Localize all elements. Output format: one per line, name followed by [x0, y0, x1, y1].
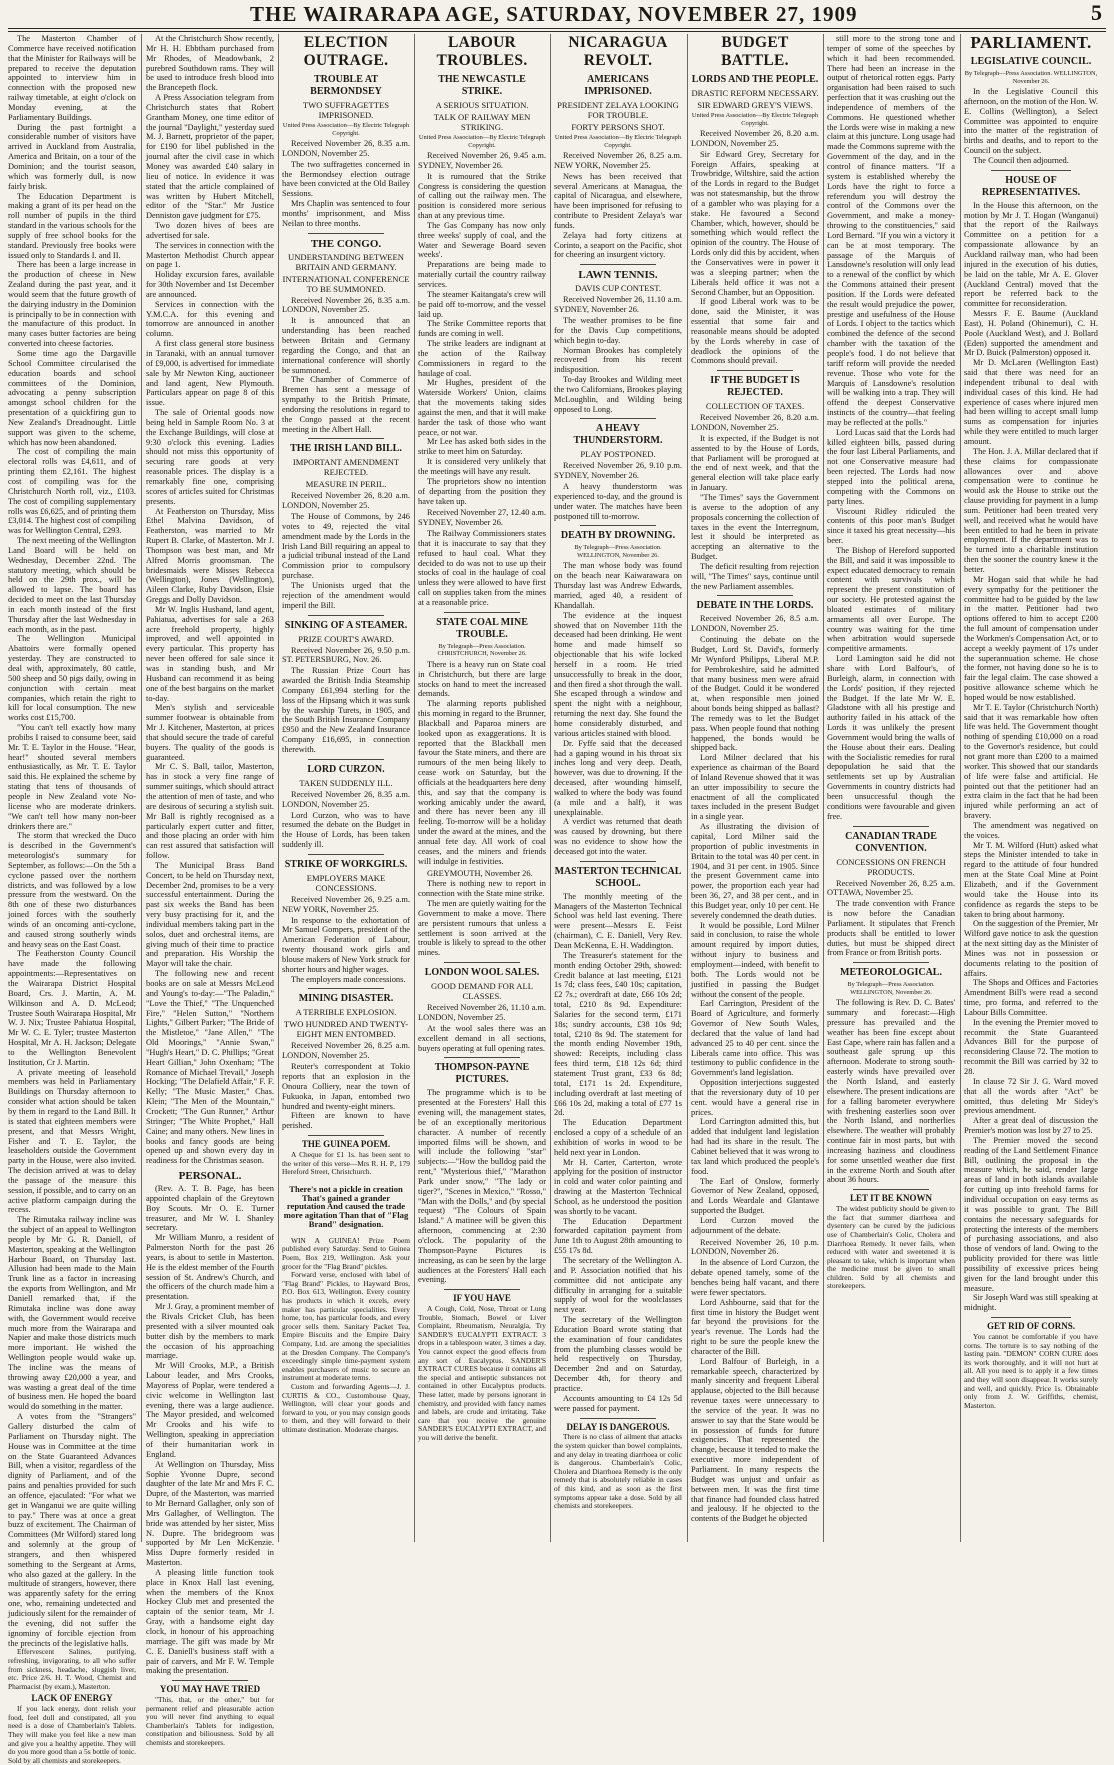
let-it-be-known-advert: The widest publicity should be given to the fact that summer diarrhoea and dysentery can be cured by the judicious use of Chamberlain's Colic, Cholera and Diarrhoea Remedy. It never fails, when reduced with water and sweetened it is pleasant to take, which is important when the medicine must be given to small children. Sold by all chemists and storekeepers. [827, 1204, 955, 1291]
story-heading: TROUBLE AT BERMONDSEY [310, 74, 382, 97]
paragraph: News has been received that several Americans at Managua, the capital of Nicaragua, and elsewhere, have been imprisoned for refusing to contribute to President Zelaya's war funds. [554, 171, 682, 230]
dateline: Received November 26, 9.50 p.m. ST. PETERSBURG, Nov. 26. [282, 645, 410, 665]
separator [444, 1057, 521, 1058]
paragraph: Mr William Munro, a resident of Palmerston North for the past 26 years, is about to settle in Masterton. He is the eldest member of the Fourth session of St. Andrew's Church, and the officers of the church made him a presentation. [146, 1233, 274, 1302]
story-body [827, 998, 955, 1185]
paragraph: A heavy thunderstorm was experienced to-day, and the ground is under water. The matches have been postponed till to-morrow. [554, 482, 682, 521]
paragraph: The Municipal Brass Band Concert, to be held on Thursday next, December 2nd, promises to be a very successful entertainment. During the past six weeks the Band has been very busy practising for it, and the individual members taking part in the solos, duet and orchestral items, are giving much of their time to practice and preparation. His Worship the Mayor will take the chair. [146, 860, 274, 969]
story-heading: HOUSE OF REPRESENTATIVES. [981, 174, 1081, 198]
separator [308, 988, 385, 989]
story-subheading: TAKEN SUDDENLY ILL. [299, 777, 393, 788]
if-you-have-heading: IF YOU HAVE [453, 1293, 511, 1304]
paragraph: The secretary of the Wellington Education Board wrote stating that the examination of four candidates from the plumbing classes would be held respectively on Thursday, December 2nd and on Saturday, December 4th, for theory and practice. [554, 1315, 682, 1393]
story-subheading: UNDERSTANDING BETWEEN BRITAIN AND GERMANY. [287, 251, 405, 272]
paragraph: The Council then adjourned. [973, 155, 1069, 165]
story-body [418, 529, 546, 608]
page-number: 5 [1091, 0, 1102, 25]
paragraph: Opposition interjections suggested that the reversionary duty of 10 per cent. would have a general rise in prices. [691, 1078, 819, 1117]
paragraph: As illustrating the division of capital, Lord Milner said the proportion of public investments in Britain to the total was 40 per cent. in 1904, and 31 per cent. in 1905. Since the present Government came into power, the proportion each year had been 36, 27, and 38 per cent., and in this Budget year, only 10 per cent. He severely condemned the death duties. [691, 822, 819, 920]
separator [308, 759, 385, 760]
paragraph: The Railway Commissioners states that it is inaccurate to say that they refused to haul coal. What they decided to do was not to use up their stocks of coal in the haulage of coal unless they were allowed to have first call on supplies taken from the mines at a reasonable price. [418, 529, 546, 607]
story-body [554, 316, 682, 414]
separator [580, 525, 657, 526]
story-subheading: FORTY PERSONS SHOT. [571, 122, 665, 132]
paragraph: Lord Carrington admitted this, but added that indulgent land legislation had had its share in the result. The Cabinet believed that it was wrong to tax land which produced the people's food. [691, 1117, 819, 1176]
paragraph: The secretary of the Wellington A. and P. Association notified that his committee did not anticipate any difficulty in arranging for a suitable supply of wool for the woolclasses next year. [554, 1256, 682, 1315]
story-heading: IF THE BUDGET IS REJECTED. [710, 375, 800, 399]
story-body [282, 1062, 410, 1131]
story-body [554, 482, 682, 521]
paragraph: The Shops and Offices and Factories Amendment Bill's were read a second time, pro forma, and referred to the Labour Bills Committee. [964, 978, 1098, 1017]
story-body [418, 1088, 546, 1285]
get-rid-of-corns-heading: GET RID OF CORNS. [986, 1321, 1075, 1332]
paragraph: It would be possible, Lord Milner said in conclusion, to raise the whole amount required by import duties, without injury to business and employment—indeed, with benefit to both. The Lords would not be justified in passing the Budget without the consent of the people. [691, 920, 819, 999]
delay-is-dangerous-heading: DELAY IS DANGEROUS. [566, 1421, 670, 1432]
paragraph: The Treasurer's statement for the month ending October 29th, showed: Credit balance at last meeting, £121 1s 7d; class fees, £40 10s; capitation, £2 7s.; overdraft at date, £66 10s 2d; total, £210 8s 9d. Expenditure: Salaries for the second term, £171 18s; sundry accounts, £38 10s 9d; total, £210 8s 9d. The statement for the month ending November 19th, showed: Receipts, including class fees third term, £18 12s 6d; third statement Trust grant, £33 6s 8d; total, £171 1s 2d. Expenditure, including overdraft at last meeting of £66 10s 2d, making a total of £77 1s 2d. [554, 950, 682, 1118]
dateline: Received November 26, 9.25 a.m. NEW YORK, November 25. [282, 894, 410, 914]
paragraph: There is a heavy run on State coal in Christchurch, but there are large stocks on hand to meet the increased demands. [418, 659, 546, 699]
paragraph: Mr Hughes, president of the Waterside Workers' Union, claims that the movements taking sides against the men, and that it will make harder the task of those who want peace, or not war. [418, 378, 546, 437]
story-subheading: INTERNATIONAL CONFERENCE TO BE SUMMONED. [282, 273, 410, 294]
story-heading: DEATH BY DROWNING. [560, 530, 676, 542]
paragraph: The Bishop of Hereford supported the Bill, and said it was impossible to expect educated democracy to remain content with survivals which represent the present constitution of our society. He protested against the bloated estimates of military armaments all over Europe. The country was waiting for the time when arbitration would supersede competitive armaments. [827, 545, 955, 654]
story-subheading: PRESIDENT ZELAYA LOOKING FOR TROUBLE. [557, 100, 679, 120]
paragraph: Sir Joseph Ward was still speaking at midnight. [964, 1293, 1098, 1313]
paragraph: Mr J. Gray, a prominent member of the Rivals Cricket Club, has been presented with a silver mounted oak butter dish by the members to mark the occasion of his approaching marriage. [146, 1302, 274, 1361]
story-body [282, 316, 410, 434]
story-body [282, 512, 410, 610]
column-1 [8, 34, 136, 1765]
let-it-be-known-heading: LET IT BE KNOWN [850, 1193, 932, 1204]
col3-lower-text: Forward verse, enclosed with label of "Flag Brand" Pickles, to Hayward Bros, P.O. Box 613, Wellington. Every country has products in which it excels, every maker has particular specialities. Every home, too, has particular foods, and every grocer sells them. Sanitary Packet Tea, Empire Biscuits and the Empire Dairy Company, Ltd. are among the specialities at the Dresden Company. The Company's exceedingly simple time-payment system enables purchasers of music to secure an instrument at moderate terms. [282, 1270, 410, 1383]
story-subheading: DRASTIC REFORM NECESSARY. [691, 88, 819, 98]
paragraph: Mr Lee has asked both sides in the strike to meet him on Saturday. [418, 437, 546, 457]
story-body [282, 916, 410, 985]
separator [853, 1189, 930, 1190]
paragraph: To-day Brookes and Wilding meet the two Californians, Brookes playing McLoughlin, and Wilding being opposed to Long. [554, 375, 682, 414]
dateline: Received November 26, 8.20 a.m. LONDON, November 25. [691, 129, 819, 148]
paragraph: There has been a large increase in the production of cheese in New Zealand during the past year, and it would seem that the future growth of the dairying industry in the Dominion is principally to be in connection with the manufacture of this product. In many cases butter factories are being converted into cheese factories. [8, 260, 136, 349]
guinea-poem-verse: There's not a pickle in creation That's gained a grander reputation And caused the trade more agitation Than that of "Flag Brand" designation. [283, 1184, 409, 1229]
paragraph: The Unionists urged that the rejection of the amendment would imperil the Bill. [282, 581, 410, 610]
dateline: GREYMOUTH, November 26. [427, 868, 533, 878]
paragraph: The evidence at the inquest showed that on November 11th the deceased had been drinking. He went home and made himself so objectionable that his wife locked herself in a room. He tried unsuccessfully to break in the door, and then fired a shot through the wall. She escaped through a window and spent the night with a neighbour, returning the next day. She found the home considerably disturbed, and various articles stained with blood. [554, 610, 682, 738]
paragraph: The Rimutaka railway incline was the subject of an appeal to Wellington people by Mr G. R. Daniell, of Masterton, speaking at the Wellington Harbour Board, on Thursday last. Allusion had been made to the Main Trunk line as a factor in increasing the exports from Wellington, and Mr Daniell remarked that, if the Rimutaka incline was done away with, the Government would receive much more from the Wairarapa and Napier and make those districts much more important. He wished the Wellington people would wake up. The incline was the means of throwing away £20,000 a year, and was wasting a great deal of the time of business men. He hoped the board would do something in the matter. [8, 1215, 136, 1412]
curtis-advert: Custom and forwarding Agents—J. J. CURTIS & CO., Customhouse Quay, Wellington, will clear your goods and forward to you, or you may consign goods to them, and they will forward to their ultimate destination. Moderate charges. [282, 1381, 410, 1434]
paragraph: Lord Lucas said that the Lords had killed eighteen bills, passed during the four last Liberal Parliaments, and not one Conservative measure had been rejected. The Lords had now stepped into the political arena, competing with the Commons on party lines. [827, 427, 955, 506]
story-body [554, 892, 682, 1414]
dateline: Received November 26, 11.10 a.m. SYDNEY, November 26. [554, 295, 682, 315]
story-subheading: TWO SUFFRAGETTES IMPRISONED. [302, 100, 390, 120]
guinea-poem-text: A Cheque for £1 1s. has been sent to the writer of this verse—Mrs R. H. P., 179 Hereford Street, Christchurch. [282, 1149, 410, 1177]
paragraph: Lord Balfour of Burleigh, in a remarkable speech, characterized by manly sincerity and frequent Liberal applause, objected to the Bill because revenue taxes were unnecessary to the service of the year. It was no answer to say that the State would be in possession of funds for future exigencies. That represented the change, because it tended to make the executive more independent of Parliament. In many respects the Budget was unjust and unfair as between men. It was the first time that finance had founded class hatred and jealousy. If he objected to the contents of the Budget he objected [691, 1356, 819, 1524]
paragraph: A first class general store business in Taranaki, with an annual turnover of £9,000, is advertised for immediate sale by Mr Newton King, auctioneer and land agent, New Plymouth. Particulars appear on page 8 of this issue. [146, 339, 274, 408]
story-heading: CANADIAN TRADE CONVENTION. [845, 830, 937, 854]
story-subheading: COLLECTION OF TAXES. [705, 401, 805, 412]
paragraph: Sir Edward Grey, Secretary for Foreign Affairs, speaking at Trowbridge, Wiltshire, said the action of the Lords in regard to the Budget was not statesmanship, but the throw of a gambler who was playing for a stake. He favoured a Second Chamber, which, however, should be something which would reflect the opinion of the country. The House of Lords only did this by accident, when the Conservatives were in power it was a sleeping partner; when the Liberals held office it was not a Second Chamber, but an Opposition. [691, 149, 819, 297]
column-7 [827, 34, 955, 1542]
story-body [691, 150, 819, 367]
paragraph: If good Liberal work was to be done, said the Minister, it was essential that some fair and reasonable means should be adopted by the Lords whereby in case of deadlock the opinions of the Commons should prevail. [691, 297, 819, 366]
story-subheading: A SERIOUS SITUATION. [435, 100, 529, 110]
paragraph: Mr H. Carter, Carterton, wrote applying for the position of instructor in cold and water color painting and drawing at the Masterton Technical School, as he understood the position was shortly to be vacant. [554, 1157, 682, 1216]
paragraph: The Featherston County Council have made the following appointments:—Representatives on the Wairarapa District Hospital Board, Crs. J. Martin, A. M. Wilkinson and A. D. McLeod; Trustee South Wairarapa Hospital, Mr W. J. Nix; Trustee Pahiatua Hospital, Mr W. C. E. Tyler; trustee Masterton Hospital, Mr A. H. Jackson; Delegate to the Wellington Benevolent Institution, Cr J. Martin. [8, 949, 136, 1067]
paragraph: After a great deal of discussion the Premier's motion was lost by 27 to 25. [964, 1116, 1098, 1136]
paragraph: In the evening the Premier moved to recommit the State Guaranteed Advances Bill for the purpose of reconsidering Clause 72. The motion to recommit the Bill was carried by 32 to 28. [964, 1017, 1098, 1076]
paragraph: A verdict was returned that death was caused by drowning, but there was no evidence to show how the deceased got into the water. [554, 817, 682, 856]
story-body [282, 666, 410, 755]
paragraph: Zelaya had forty citizens at Corinto, a seaport on the Pacific, shot for cheering an insurgent victory. [554, 230, 682, 260]
dateline: Received November 26, 8.25 a.m. NEW YORK, November 25. [554, 151, 682, 170]
paragraph: Continuing the debate on the Budget, Lord St. David's, formerly Mr Wynford Philipps, Liberal M.P. for Pembrokeshire, said he admitted that many business men were afraid of the Budget. Could it be wondered at, when responsible men joined about bonds being shipped as ballast? The remedy was to let the Budget pass. When people found that nothing happened, the bonds would be shipped back. [691, 635, 819, 753]
paragraph: The Chamber of Commerce of Bremen has sent a message of sympathy to the British Primate, endorsing the resolutions in regard to the Congo passed at the recent meeting in the Albert Hall. [282, 375, 410, 434]
wire-credit: United Press Association—By Electric Telegraph Copyright. [282, 122, 410, 137]
paragraph: Two dozen hives of bees are advertised for sale. [146, 221, 274, 240]
dateline: Received November 26, 9.45 a.m. SYDNEY, November 26. [418, 151, 546, 170]
salines-advert: Effervescent Salines, purifying, refreshing, invigorating, to all who suffer from sickness, headache, sluggish liver, etc. Price 2/6. H. T. Wood, Chemist and Pharmacist (by exam.), Masterton. [8, 1647, 136, 1691]
story-heading: THE CONGO. [310, 237, 382, 250]
paragraph: The following new and recent books are on sale at Messrs McLeod and Young's to-day:—"The Paladin," "Love the Thief," "The Unquenched Fire," "Helen Sutton," "Northern Lights," Gilbert Parker; "The Bride of the Mistletoe," "Jane Allen," "The Old Moorings," "Annie Swan," "Hugh's Heart," D. C. Phillips; "Great Heart Gillian," John Oxenham; "The Romance of Michael Trevail," Joseph Hocking; "The Delafield Affair," F. F. Kelly; "The Music Master," Chas. Klein; "The Men of the Mountain," Crockett; "The Gun Runner," Arthur Stringer; "The White Prophet," Hall Caine; and many others. New lines in books and fancy goods are being opened up and shown every day in readiness for the Christmas season. [146, 969, 274, 1166]
paragraph: Some time ago the Dargaville School Committee circularised the education boards and school committees of the Dominion, advocating a penny subscription amongst school children for the presentation of a quickfiring gun to New Zealand's Dreadnought. Little support was given to the scheme, which has now been abandoned. [8, 349, 136, 447]
story-heading: AMERICANS IMPRISONED. [584, 74, 652, 97]
story-heading: DEBATE IN THE LORDS. [696, 600, 814, 612]
paragraph: The Earl of Onslow, formerly Governor of New Zealand, opposed, and Lords Weardale and Glantawe supported the Budget. [691, 1176, 819, 1216]
guinea-poem-tail: WIN A GUINEA! Prize Poem published every Saturday. Send to Guinea Poem, Box 219, Wellington. Ask your grocer for the "Flag Brand" pickles. [282, 1235, 410, 1271]
separator [717, 595, 794, 596]
paragraph: The sale of Oriental goods now being held in Sample Room No. 3 at the Exchange Buildings, will close at 9:30 o'clock this evening. Ladies should not miss this opportunity of securing rare goods at very reasonable prices. The display is a remarkably fine one, comprising scores of articles suited for Christmas presents. [146, 408, 274, 506]
story-heading: MINING DISASTER. [298, 993, 394, 1005]
masthead [0, 0, 1114, 26]
paragraph: The strike leaders are indignant at the action of the Railway Commissioners in regard to the haulage of coal. [418, 339, 546, 378]
paragraph: Mr Hogan said that while he had every sympathy for the petitioner the committee had to be guided by the law in the matter. Petitioner had two options offered to him to accept £200 the full amount of compensation under the Workmen's Compensation Act, or to accept a weekly payment of 17s under the superannuation scheme. He chose the former, not having done so he is to fair the legal claim. The case showed a positive allowance scheme which he hoped would be now established. [964, 574, 1098, 702]
wire-credit: United Press Association—By Electric Telegraph Copyright. [554, 134, 682, 149]
paragraph: (Rev. A. T. B. Page, has been appointed chaplain of the Greytown Boy Scouts. Mr O. E. Turner treasurer, and Mr W. I. Shanley secretary. [146, 1184, 274, 1233]
wire-credit: By Telegraph—Press Association. WELLINGTON, November 26. [574, 544, 662, 559]
nicaragua-revolt-heading: NICARAGUA REVOLT. [568, 34, 668, 69]
paragraph: The proprietors show no intention of departing from the position they have taken up. [418, 476, 546, 506]
paragraph: The Strike Committee reports that funds are coming in well. [418, 319, 546, 339]
story-subheading: PRIZE COURT'S AWARD. [298, 633, 394, 644]
paragraph: The alarming reports published this morning in regard to the Brunner, Blackball and Paparoa miners are looked upon as exaggerations. It is reported that the Blackball men favour the State miners, and there are rumours of the men being likely to cease work on Saturday, but the officials at the headquarters here deny this, and say that the company is working amicably under the award, and there has never been any ill feeling. To-morrow will be a holiday under the award at the mines, and the annual fete day. All work of coal ceases, and the miners and friends will indulge in festivities. [418, 699, 546, 866]
paragraph: The employers made concessions. [291, 974, 406, 984]
paragraph: The amendment was negatived on the voices. [964, 820, 1098, 840]
wire-credit: United Press Association—By Electric Telegraph Copyright. [418, 134, 546, 149]
story-subheading: PLAY POSTPONED. [580, 449, 656, 460]
paragraph: Services in connection with the Y.M.C.A. for this evening and tomorrow are announced in another column. [146, 299, 274, 339]
paragraph: Lord Ashbourne, said that for the first time in history the Budget went far beyond the provisions for the year's revenue. The Lords had the right to be sure the people knew the character of the Bill. [691, 1297, 819, 1356]
story-body [691, 434, 819, 592]
story-heading: SINKING OF A STEAMER. [284, 619, 408, 631]
story-body [554, 172, 682, 261]
paragraph: Mr T. M. Wilford (Hutt) asked what steps the Minister intended to take in regard to the attitude of four hundred men at the State Coal Mine at Point Elizabeth, and if the Government would take the House into its confidence as regards the steps to be taken to bring about harmony. [964, 840, 1098, 919]
labour-troubles-heading: LABOUR TROUBLES. [436, 34, 528, 69]
paragraph: Mr D. McLaren (Wellington East) said that there was need for an independent tribunal to deal with individual cases of this kind. He had experience of cases where injured men had been willing to accept small lump sums as compensation for injuries while they were entitled to much larger amount. [964, 358, 1098, 446]
you-may-have-tried-heading: YOU MAY HAVE TRIED [159, 1684, 261, 1695]
paragraph: "You can't tell exactly how many probibs I raised to consume beer, said Mr. T. E. Taylor in the House. "Hear, hear!" shouted several members enthusiastically, as Mr. T. E. Taylor said this. He explained the scheme by stating that tens of thousands of people in New Zealand vote No-license who are moderate drinkers. "We can't tell how many non-beer drinkers there are." [8, 723, 136, 831]
story-heading: LEGISLATIVE COUNCIL. [970, 56, 1092, 67]
column-3 [282, 34, 410, 1542]
paragraph: It is considered very unlikely that the meetings will have any result. [418, 457, 546, 476]
story-heading: METEOROLOGICAL. [840, 967, 942, 979]
paragraph: The Gas Company has now only three weeks' supply of coal, and the Water and Sewerage Board seven weeks'. [418, 220, 546, 260]
paragraph: A private meeting of leasehold members was held in Parliamentary Buildings on Thursday afternoon to consider what action should be taken by them in regard to the Land Bill. It is stated that eighteen members were present, and that Messrs Wright, Fisher and T. E. Taylor, the leaseholders outside the Government party in the House, were also invited. The decision arrived at was to delay the passage of the measure this session, if possible, and to carry on an active platform campaign during the recess. [8, 1067, 136, 1215]
paragraph: At Featherston on Thursday, Miss Ethel Malvina Davidson, of Featherston, was married to Mr Rupert B. Clarke, of Masterton. Mr J. Thompson was best man, and Mr Alfred Morris groomsman. The bridesmaids were Misses Rebecca (Wellington), Jones (Wellington), Aileen Clarke, Ruby Davidson, Elsie Greggs and Dolly Davidson. [146, 506, 274, 605]
story-subheading: MEASURE IN PERIL. [305, 479, 387, 490]
paragraph: The man whose body was found on the beach near Kaiwarawara on Thursday last was Andrew Edwards, married, aged 40, a resident of Khandallah. [554, 561, 682, 610]
paragraph: Preparations are being made to materially curtail the country railway services. [418, 260, 546, 289]
paragraph: In the House this afternoon, on the motion by Mr J. T. Hogan (Wanganui) that the report of the Railways Committee on a petition for a compassionate allowance by an Auckland railway man, who had been injured in the execution of his duties, be laid on the table, Mr A. E. Glover (Auckland Central) moved that the report be referred back to the committee for reconsideration. [964, 200, 1098, 309]
paragraph: A pleasing little function took place in Knox Hall last evening, when the members of the Knox Hockey Club met and presented the captain of the senior team, Mr J. Gray, with a handsome eight day clock, in honour of his approaching marriage. The gift was made by Mr C. E. Daniell's business staff with a pair of carvers, and Mr F. W. Temple making the presentation. [146, 1567, 274, 1676]
dateline: Received November 26, 11.10 a.m. LONDON, November 25. [418, 1003, 546, 1022]
personal-items [146, 1184, 274, 1676]
dateline: Received November 26, 9.10 p.m. SYDNEY, November 26. [554, 461, 682, 481]
separator [308, 1135, 385, 1136]
paragraph: The two suffragettes concerned in the Bermondsey election outrage have been convicted at the Old Bailey Sessions. [282, 159, 410, 199]
paragraph: The Premier moved the second reading of the Land Settlement Finance Bill, outlining the proposal in the measure which, he said, render large areas of land in both islands available for cutting up into freehold farms for individual occupation on easy terms as it was possible to grant. The Bill contains the necessary safeguards for protecting the interests of the members of purchasing associations, and also those of vendors of land. Owing to the publicity provided for there was little possibility of excessive prices being given for the land brought under this measure. [964, 1135, 1098, 1293]
story-heading: THOMPSON-PAYNE PICTURES. [434, 1062, 530, 1086]
personal-heading: PERSONAL. [178, 1170, 242, 1183]
separator [580, 418, 657, 419]
paragraph: The Wellington Municipal Abattoirs were formally opened yesterday. They are constructed to deal with, approximately, 80 cattle, 500 sheep and 50 pigs daily, owing in conjunction with certain meat companies, which retain the right to kill for local consumption. The new works cost £15,700. [8, 634, 136, 723]
story-heading: LORDS AND THE PEOPLE. [691, 74, 819, 85]
separator [172, 1680, 249, 1681]
dateline: Received November 26, 8.35 a.m. LONDON, November 25. [282, 295, 410, 315]
paragraph: Mr W. Inglis Husband, land agent, Pahiatua, advertises for sale a 263 acre freehold property, highly improved, and well appointed in every particular. This property has never been offered for sale since it was in standing bush, and Mr Husband can recommend it as being one of the best bargains on the market to-day. [146, 604, 274, 703]
separator [308, 615, 385, 616]
story-body [964, 201, 1098, 1313]
dateline: Received November 26, 8.20 a.m. LONDON, November 25. [691, 413, 819, 433]
paragraph: There is nothing new to report in connection with the State mine strike. [418, 879, 546, 899]
story-body [418, 660, 546, 867]
paragraph: The trade convention with France is now before the Canadian Parliament. It stipulates that French products shall be entitled to lower duties, but must be shipped direct from France or from British ports. [827, 899, 955, 958]
masthead-rule [8, 28, 1106, 29]
column-6 [691, 34, 819, 1542]
separator [580, 861, 657, 862]
paragraph: The Education Department is making a grant of its per head on the roll number of pupils in the third standard in the various schools for the supply of free school books for the standard. Previously free books were issued only to Standards I. and II. [8, 191, 136, 260]
election-outrage-heading: ELECTION OUTRAGE. [303, 34, 389, 69]
paragraph: On the suggestion of the Premier, Mr Wilford gave notice to ask the question at the next sitting day as the Minister of Mines was not in possession or documents relating to the position of affairs. [964, 919, 1098, 978]
story-heading: STRIKE OF WORKGIRLS. [284, 858, 408, 870]
paragraph: The Russian Prize Court has awarded the British India Steamship Company £61,994 sterling for the loss of the Hipsang which it was sunk by the warship Turets, in 1905, and the South British Insurance Company £950 and the New Zealand Insurance Company £16,695, in connection therewith. [282, 666, 410, 754]
story-body [418, 879, 546, 958]
paragraph: The next meeting of the Wellington Land Board will be held on Wednesday, December 22nd. The statutory meeting, which should be held on the 29th prox., will be allowed to lapse. The board has decided to meet on the last Thursday in each month instead of the first Thursday after the last Wednesday in each month, as in the past. [8, 536, 136, 634]
budget-battle-heading: BUDGET BATTLE. [721, 34, 789, 69]
paragraph: The Masterton Chamber of Commerce have received notification that the Minister for Railways will be prepared to receive the deputation appointed to interview him in connection with the proposed new railway timetable, at eight o'clock on Monday evening, at the Parliamentary Buildings. [8, 34, 136, 122]
separator [991, 1317, 1071, 1318]
story-subheading: SIR EDWARD GREY'S VIEWS. [697, 100, 813, 110]
paragraph: The following is Rev. D. C. Bates' summary and forecast:—High pressure has prevailed and the weather has been fine except about East Cape, where rain has fallen and a southeast gale sprung up this afternoon. Moderate to strong south-easterly winds have prevailed over the North Island, and easterly elsewhere. The present indications are for a falling barometer everywhere with freshening easterlies soon over the North Island, and northerlies elsewhere. The weather will probably continue fair in most parts, but with increasing haziness and cloudiness for some unsettled weather due first in the extreme North and South after about 36 hours. [827, 998, 955, 1185]
column-8 [964, 34, 1098, 1542]
paragraph: The programme which is to be presented at the Foresters' Hall this evening will, the management states, be of an exceptionally meritorious character. A number of recently imported films will be shown, and will include the following "star" subjects:—"How the bulldog paid the rent," "Mysterious thief," "Marathon Park under snow," "The lady or tiger?", "Scenes in Mexico," "Rosso," "Man with the Dolls," and (by special request) "The Colours of Spain Island." A matinee will be given this afternoon, commencing at 2:30 o'clock. The popularity of the Thompson-Payne Pictures is increasing, as can be seen by the large audiences at the Foresters' Hall each evening. [418, 1088, 546, 1285]
paragraph: It is announced that an understanding has been reached between Britain and Germany regarding the Congo, and that an international conference will shortly be summoned. [282, 316, 410, 375]
story-body [827, 899, 955, 958]
story-body [282, 811, 410, 850]
separator [444, 612, 521, 613]
paragraph: At Wellington on Thursday, Miss Sophie Yvonne Dupre, second daughter of the late Mr and Mrs F. C. Dupre, of the Masterton, was married to Mr Bernard Gallagher, only son of Mrs Gallagher, of Wellington. The bride was attended by her sister, Miss N. Dupre. The bridegroom was supported by Mr Len McKenzie. Miss Dupre formerly resided in Masterton. [146, 1459, 274, 1568]
story-body [554, 561, 682, 856]
paragraph: Fifteen are known to have perished. [282, 1111, 410, 1131]
paragraph: In the Legislative Council this afternoon, on the motion of the Hon. W. E. Collins (Wellington), a Select Committee was appointed to enquire into the matter of the registration of births and deaths, and to report to the Council on the subject. [964, 87, 1098, 156]
newspaper-title: THE WAIRARAPA AGE, SATURDAY, NOVEMBER 27, 1909 [250, 2, 858, 26]
story-subheading: TWO HUNDRED AND TWENTY-EIGHT MEN ENTOMBED. [283, 1019, 409, 1040]
story-subheading: EMPLOYERS MAKE CONCESSIONS. [306, 872, 386, 893]
paragraph: It is expected, if the Budget is not assented to by the House of Lords, that Parliament will be prorogued at the end of next week, and that the general election will take place early in January. [691, 433, 819, 493]
dateline: Received November 26, 8.5 a.m. LONDON, November 25. [691, 614, 819, 634]
you-may-have-tried-advert: "This, that, or the other," but for permanent relief and pleasurable action you will never find anything to equal Chamberlain's Tablets for indigestion, constipation and biliousness. Sold by all chemists and storekeepers. [146, 1695, 274, 1748]
separator [308, 438, 385, 439]
paragraph: Holiday excursion fares, available for 30th November and 1st December are announced. [146, 270, 274, 299]
story-heading: LONDON WOOL SALES. [424, 967, 540, 979]
story-subheading: GOOD DEMAND FOR ALL CLASSES. [431, 981, 533, 1002]
separator [580, 1418, 657, 1419]
wire-credit: By Telegraph—Press Association. CHRISTCHURCH, November 26. [437, 642, 527, 658]
paragraph: Viscount Ridley ridiculed the contents of this poor man's Budget since it taxed his great necessity—his beer. [827, 506, 955, 546]
separator [444, 1289, 521, 1290]
paragraph: The deficit resulting from rejection will, "The Times" says, continue until the new Parliament assembles. [691, 561, 819, 591]
story-subheading: DAVIS CUP CONTEST. [574, 283, 662, 294]
lack-of-energy-advert: If you lack energy, dont relish your food, feel dull and constipated, all you need is a dose of Chamberlain's Tablets. They will make you feel like a new man and give you a healthy appetite. They will do you more good than a 5s bottle of tonic. Sold by all chemists and storekeepers. [8, 1704, 136, 1765]
lack-of-energy-heading: LACK OF ENERGY [31, 1693, 113, 1704]
story-body [691, 1258, 819, 1524]
masthead-rule-2 [8, 31, 1106, 32]
separator [853, 962, 930, 963]
paragraph: During the past fortnight a considerable number of visitors have arrived in Auckland from Australia, America and Britain, on a tour of the Dominion; and the tourist season, which was formerly dull, is now fairly brisk. [8, 122, 136, 191]
story-heading: LORD CURZON. [307, 763, 385, 775]
separator [853, 826, 930, 827]
paragraph: In response to the exhortation of Mr Samuel Gompers, president of the American Federation of Labour, twenty thousand work girls and blouse makers of New York struck for shorter hours and higher wages. [282, 915, 410, 974]
col2-paragraphs [146, 34, 274, 1166]
paragraph: Messrs F. E. Baume (Auckland East), H. Poland (Ohinemuri), C. H. Poole (Auckland West), and J. Bollard (Eden) supported the amendment and Mr D. Buick (Palmerston) opposed it. [964, 309, 1098, 358]
paragraph: Norman Brookes has completely recovered from his recent indisposition. [554, 345, 682, 375]
paragraph: The Education Department enclosed a copy of a schedule of an exhibition of works in wood to be held next year in London. [554, 1118, 682, 1157]
paragraph: The Hon. J. A. Millar declared that if these claims for compassionate allowances over and above compensation were to continue he would ask the House to strike out the clause providing for payment in a lump sum. Petitioner had been treated very well, and received what he would have been entitled to had he been in private employment. If the department was to be turned into a charitable institution then the sooner the country knew it the better. [964, 446, 1098, 574]
column-4 [418, 34, 546, 1542]
paragraph: Lord Curzon moved the adjournment of the debate. [691, 1215, 819, 1235]
paragraph: Lord Lamington said he did not share with Lord Balfour's, of Burleigh, alarm, in connection with the Lords' position, if they rejected the Budget. If the late Mr W. E. Gladstone with all his prestige and authority failed in his attack of the Lords it was unlikely the present Government would bring the walls of the House about their ears. Dealing with the Socialistic remedies for rural depopulation he said that the settlements set up by Australian Governments in country districts had been unsuccessful though the conditions were favourable and given free. [827, 654, 955, 821]
wire-credit: United Press Association—By Electric Telegraph Copyright. [691, 112, 819, 127]
paragraph: The steamer Kaitangata's crew will be paid off to-morrow, and the vessel laid up. [418, 289, 546, 319]
story-body [964, 87, 1098, 166]
paragraph: The weather promises to be fine for the Davis Cup competitions, which begin to-day. [554, 315, 682, 345]
column-2 [146, 34, 275, 1748]
paragraph: Dr. Fyffe said that the deceased had a gaping wound in his throat six inches long and very deep. Death, however, was due to drowning. If the deceased, after wounding himself, walked to where the body was found (a mile and a half), it was unexplainable. [554, 738, 682, 817]
paragraph: still more to the strong tone and temper of some of the speeches by which it had been recommended. There had been an increase in the output of rhetorical rotten eggs. Party organisation had been raised to such perfection that it was crushing out the independence of members of the Commons. He questioned whether the Lords were wise in making a new claim at this juncture. Long usage had made the Commons supreme with the Government of the day, and in the control of finance matters. "If a system is established whereby the Lords have the right to force a referendum you will destroy the control of the Commons over the Government, and make a money-throwing to the constituencies," said Lord Bernard. "If you win a victory it can be at most temporary. The passage of the Marquis of Lansdowne's resolution will only lead to a renewal of the conflict by which the Commons attained their present position. If the Lords were defeated the result would prejudice the power, prestige and usefulness of the House of Lords. I object to the tactics which combined the defence of the second chamber with the taxation of the people's food. I do not believe that tariff reform will provide the needed revenue. Those who vote for the Marquis of Lansdowne's resolution will be walking into a trap. They will offend the deepest Conservative instincts of the country—that feeling may be reflected at the polls." [827, 34, 955, 427]
story-heading: STATE COAL MINE TROUBLE. [436, 616, 528, 640]
dateline: Received November 27, 12.40 a.m. SYDNEY, November 26. [418, 508, 546, 528]
dateline: Received November 26, 8.25 a.m. OTTAWA, November 25. [827, 878, 955, 898]
story-body [691, 635, 819, 1235]
guinea-poem-heading: THE GUINEA POEM. [301, 1139, 391, 1150]
paragraph: A votes from the "Strangers" Gallery disturbed the calm of Parliament on Thursday night. The House was in Committee at the time on the State Guaranteed Advances Bill, when a visitor, regardless of the dignity of Parliament, and of the pains and penalties provided for such an offence, ejaculated: "For what we get in Wanganui we are quite willing to pay." There was at once a great buzz of excitement. The Chairman of Committees (Mr Wilford) stared long and solemnly at the group of strangers, and then whispered something to the Sergeant at Arms, who also gazed at the gallery. In the multitude of strangers, however, there was apparently safety for the erring one, who, remaining undetected and judiciously silent for the remainder of the evening, did not suffer the ignominy of forcible ejection from the precincts of the legislative halls. [8, 1412, 136, 1648]
paragraph: Earl Carrington, President of the Board of Agriculture, and formerly Governor of New South Wales, declared that the value of land had advanced 25 to 40 per cent. since the Liberals came into office. This was testimony to public confidence in the Government's land legislation. [691, 999, 819, 1078]
paragraph: The cost of compiling the main electoral rolls was £4,611, and of printing them £2,161. The highest cost of compiling was for the Christchurch North roll, viz., £103. The cost of compiling supplementary rolls was £6,625, and of printing them £3,014. The highest cost of compiling was for Wellington Central, £293. [8, 447, 136, 536]
dateline: Received November 26, 8.35 a.m. LONDON, November 25. [282, 789, 410, 809]
paragraph: Lord Milner declared that his experience as chairman of the Board of Inland Revenue showed that it was an utter impossibility to secure the enactment of all the complicated taxes included in the present Budget in a single year. [691, 753, 819, 822]
paragraph: The storm that wrecked the Duco is described in the Government's meteorologist's summary for September, as follows:—On the 5th a cyclone passed over the northern districts, and was followed by a low pressure from the westward. On the 8th one of these two disturbances joined forces with the southerly winds of an oncoming anti-cyclone, and caused strong southerly winds and heavy seas on the East Coast. [8, 831, 136, 949]
story-subheading: IMPORTANT AMENDMENT REJECTED. [292, 457, 400, 478]
separator [991, 170, 1071, 171]
paragraph: Reuter's correspondent at Tokio reports that an explosion in the Onoura Colliery, near the town of Fukuoka, in Japan, entombed two hundred and twenty-eight miners. [282, 1062, 410, 1111]
paragraph: In the absence of Lord Curzon, the debate opened tamely, some of the benches being half vacant, and there were fewer spectators. [691, 1258, 819, 1297]
paragraph: The services in connection with the Masterton Methodist Church appear on page 1. [146, 240, 274, 270]
parliament-heading: PARLIAMENT. [970, 33, 1092, 52]
newspaper-columns [8, 33, 1106, 1765]
paragraph: Mr T. E. Taylor (Christchurch North) said that it was remarkable how often life was held. The Government thought nothing of spending £10,000 on a road to the Governor's residence, but could not grant more than £200 to a maimed worker. This showed that our standards of life were false and artificial. He pointed out that the petitioner had an extra claim in the fact that he had been injured while performing an act of bravery. [964, 702, 1098, 821]
wire-credit: By Telegraph—Press Association. WELLINGTON, November 26. [964, 70, 1098, 85]
paragraph: Mrs Chaplin was sentenced to four months' imprisonment, and Miss Neilan to three months. [282, 199, 410, 228]
story-body [418, 1024, 546, 1054]
separator [308, 233, 385, 234]
eucalypti-advert: A Cough, Cold, Nose, Throat or Lung Trouble, Stomach, Bowel or Liver Complaint, Rheumatism, Neuralgia, Try SANDER'S EUCALYPTI EXTRACT. 3 drops in a tablespoon water, 3 times a day. You cannot expect the good effects from any sort of Eucalyptus. SANDER'S EXTRACT CURES because it contains all the special and antiseptic substances not contained in other Eucalyptus products. These latter, made by persons ignorant in chemistry, and provided with fancy names and labels, are crude and irritating. Take care that you receive the genuine SANDER'S EUCALYPTI EXTRACT, and you will derive the benefit. [418, 1304, 546, 1442]
paragraph: At the Christchurch Show recently, Mr H. H. Ebbtham purchased from Mr Rhodes, of Meadowbank, 2 purebred Southdown rams. They will be used to introduce fresh blood into the Brancepeth flock. [146, 34, 274, 93]
delay-advert: There is no class of ailment that attacks the system quicker than bowel complaints, and any delay in treating diarrhoea or colic is dangerous. Chamberlain's Colic, Cholera and Diarrhoea Remedy is the only remedy that is absolutely reliable in cases of this kind, and as soon as the first symptoms appear take a dose. Sold by all chemists and storekeepers. [554, 1432, 682, 1511]
story-body [827, 34, 955, 822]
col1-paragraphs [8, 34, 136, 1648]
corns-advert: You cannot be comfortable if you have corns. The torture is to say nothing of the lasting pain. "DEMON" CORN CURE does its work thoroughly, and it will not hurt at all. All you need is to apply it a few times and they will soon disappear. It works surely and well, and quickly. Price 1s. Obtainable only from J. W. Griffiths, chemist, Masterton. [964, 1331, 1098, 1410]
paragraph: Lord Curzon, who was to have resumed the debate on the Budget in the House of Lords, has been taken suddenly ill. [282, 810, 410, 850]
separator [580, 264, 657, 265]
paragraph: "The Times" says the Government is averse to the adoption of any proposals concerning the collection of taxes in the event the Interregnum, lest it should be interpreted as accepting an alternative to the Budget. [691, 493, 819, 562]
separator [444, 962, 521, 963]
paragraph: Accounts amounting to £4 12s 5d were passed for payment. [554, 1393, 682, 1413]
column-5 [554, 34, 682, 1542]
story-heading: MASTERTON TECHNICAL SCHOOL. [554, 865, 682, 889]
dateline: Received November 26, 8.20 a.m. LONDON, November 25. [282, 491, 410, 511]
paragraph: In clause 72 Sir J. G. Ward moved that all the words after "Act" be omitted, thus deleting Mr Sidey's previous amendment. [964, 1076, 1098, 1116]
paragraph: Mr C. S. Ball, tailor, Masterton, has in stock a very fine range of summer suitings, which should attract the attention of men of taste, and who are desirous of securing a stylish suit. Mr Ball is rightly recognised as a particularly expert cutter and fitter, and those placing an order with him can rest assured that satisfaction will follow. [146, 762, 274, 861]
paragraph: The men are quietly waiting for the Government to make a move. There are persistent rumours that unless a settlement is soon arrived at the trouble is likely to spread to the other mines. [418, 899, 546, 958]
paragraph: It is rumoured that the Strike Congress is considering the question of calling out the railway men. The position is considered more serious than at any previous time. [418, 171, 546, 221]
story-body [282, 160, 410, 229]
paragraph: The Education Department forwarded capitation payment from June 1th to August 28th amounting to £55 17s 8d. [554, 1216, 682, 1256]
dateline: Received November 26, 10 p.m. LONDON, November 26. [691, 1237, 819, 1257]
paragraph: Men's stylish and serviceable summer footwear is obtainable from Mr J. Kitchener, Masterton, at prices that should secure the trade of careful buyers. The quality of the goods is guaranteed. [146, 703, 274, 762]
story-subheading: CONCESSIONS ON FRENCH PRODUCTS. [836, 856, 946, 877]
story-subheading: TALK OF RAILWAY MEN STRIKING. [433, 112, 531, 132]
story-body [418, 172, 546, 507]
paragraph: A Press Association telegram from Christchurch states that Robert Grantham Money, one time editor of the journal "Daylight," yesterday sued M. J. Barnett, proprietor of the paper, for £190 for libel published in the journal after the civil case in which Money was awarded £40 salary in lieu of notice. In evidence it was stated that the article complained of was written by Hubert Mitchell, editor of the "Star." Mr Justice Denniston gave judgment for £75. [146, 93, 275, 221]
separator [308, 854, 385, 855]
paragraph: The monthly meeting of the Managers of the Masterton Technical School was held last evening. There were present—Messrs E. Feist (chairman), C. E. Daniell, Very Rev. Dean McKenna, E. H. Waddington. [554, 891, 682, 950]
paragraph: Mr Will Crooks, M.P., a British Labour leader, and Mrs Crooks, Mayoress of Poplar, were tendered a civic welcome in Wellington last evening, there was a large audience. The Mayor presided, and welcomed Mr Crooks and his wife to Wellington, speaking in appreciation of their humanitarian work in England. [146, 1361, 274, 1459]
paragraph: At the wool sales there was an excellent demand in all sections, buyers operating at full opening rates. [418, 1023, 546, 1053]
paragraph: The House of Commons, by 246 votes to 49, rejected the vital amendment made by the Lords in the Irish Land Bill requiring an appeal to a judicial tribunal instead of the Land Commission prior to compulsory purchase. [282, 512, 410, 581]
story-heading: THE IRISH LAND BILL. [290, 443, 402, 455]
story-heading: THE NEWCASTLE STRIKE. [438, 74, 526, 97]
story-heading: LAWN TENNIS. [578, 269, 658, 282]
dateline: Received November 26, 8.35 a.m. LONDON, November 25. [282, 139, 410, 158]
dateline: Received November 26, 8.25 a.m. LONDON, November 25. [282, 1041, 410, 1061]
story-heading: A HEAVY THUNDERSTORM. [573, 423, 663, 447]
separator [717, 370, 794, 371]
story-subheading: A TERRIBLE EXPLOSION. [295, 1007, 397, 1018]
wire-credit: By Telegraph—Press Association. WELLINGTON, November 26. [847, 981, 935, 996]
